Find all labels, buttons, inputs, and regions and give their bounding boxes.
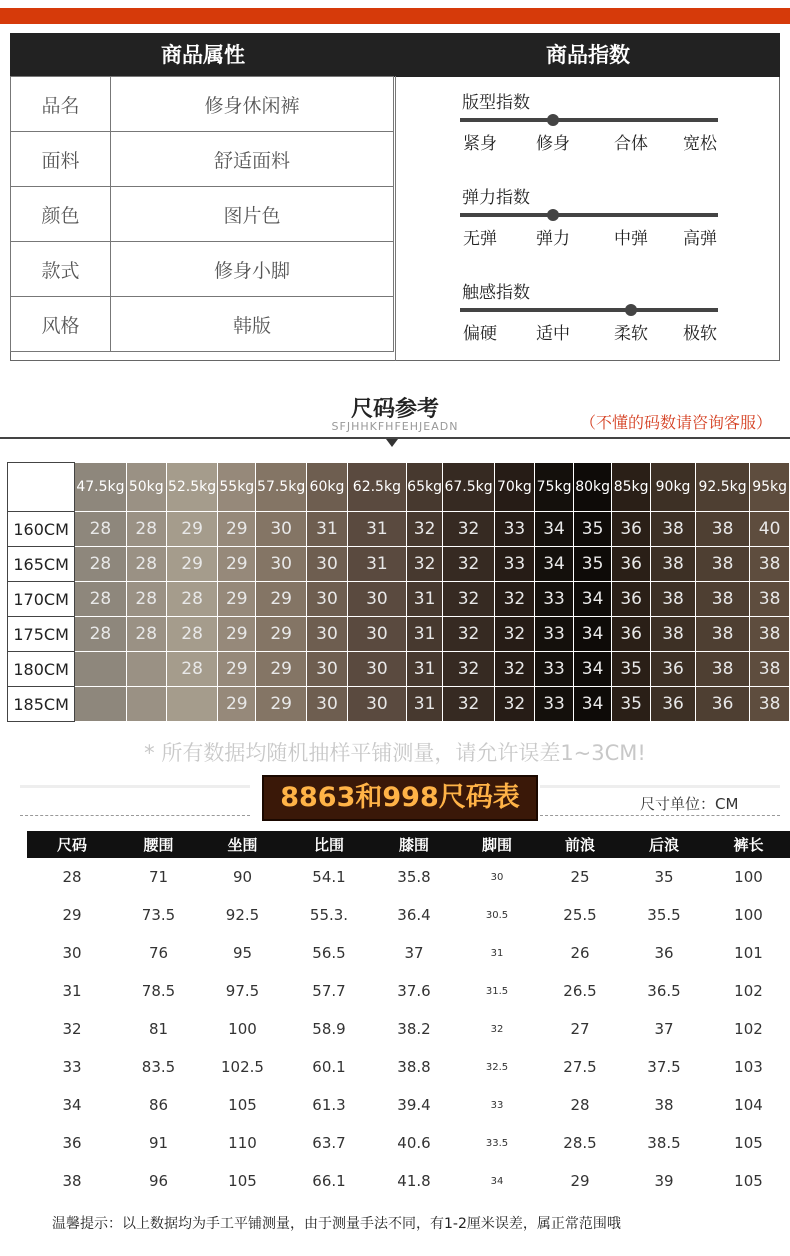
size-cell: 38 — [750, 687, 790, 722]
size-cell: 38 — [695, 547, 749, 582]
size-chart-cell: 90 — [232, 868, 253, 886]
size-chart-cell: 105 — [734, 1134, 763, 1152]
size-chart-cell: 38.8 — [397, 1058, 431, 1076]
size-chart-cell: 102 — [734, 982, 763, 1000]
dashed-line-left — [20, 815, 250, 816]
size-chart-row — [27, 1124, 790, 1162]
size-chart-header: 尺码 — [27, 831, 117, 858]
size-chart-cell: 100 — [228, 1020, 257, 1038]
index-label: 柔软 — [614, 324, 648, 344]
size-chart-cell: 105 — [228, 1096, 257, 1114]
size-reference-table — [7, 462, 790, 722]
size-chart-cell: 28 — [570, 1096, 590, 1114]
size-cell: 31 — [406, 617, 443, 652]
size-chart-header: 膝围 — [373, 831, 455, 858]
size-chart-cell: 33 — [490, 1099, 504, 1111]
size-reference-row — [8, 582, 790, 617]
size-cell: 36 — [651, 687, 696, 722]
size-cell: 33 — [535, 582, 574, 617]
size-cell: 36 — [612, 617, 651, 652]
size-chart-cell: 81 — [148, 1020, 169, 1038]
size-chart-cell: 102 — [734, 1020, 763, 1038]
size-cell: 28 — [166, 582, 217, 617]
size-cell: 30 — [306, 652, 347, 687]
size-cell: 29 — [256, 687, 307, 722]
size-cell: 30 — [348, 652, 407, 687]
size-chart-cell: 31.5 — [485, 985, 509, 997]
attribute-value: 舒适面料 — [111, 132, 394, 187]
index-track — [460, 213, 718, 217]
size-cell: 30 — [306, 617, 347, 652]
attribute-row — [11, 187, 394, 242]
size-reference-row — [8, 652, 790, 687]
size-chart-cell: 37.5 — [647, 1058, 681, 1076]
corner-label: 身高/体重 — [8, 463, 75, 512]
size-cell: 34 — [574, 582, 612, 617]
size-cell: 38 — [750, 652, 790, 687]
weight-header: 60kg — [306, 463, 347, 512]
size-chart-cell: 66.1 — [312, 1172, 346, 1190]
index-label: 宽松 — [683, 134, 717, 154]
size-reference-row — [8, 687, 790, 722]
size-chart-cell: 96 — [148, 1172, 169, 1190]
size-cell: 28 — [126, 512, 166, 547]
size-chart-cell: 83.5 — [141, 1058, 176, 1076]
attributes-header-left: 商品属性 — [161, 43, 245, 67]
size-cell: 32 — [494, 617, 534, 652]
size-chart-cell: 28 — [62, 868, 82, 886]
size-cell: 38 — [695, 652, 749, 687]
attribute-row — [11, 132, 394, 187]
size-chart-row — [27, 972, 790, 1010]
size-cell: 34 — [574, 617, 612, 652]
attribute-value: 修身小脚 — [111, 242, 394, 297]
size-cell: 34 — [574, 687, 612, 722]
size-chart-cell: 30.5 — [485, 909, 509, 921]
attribute-value: 图片色 — [111, 187, 394, 242]
size-reference-title: 尺码参考 — [350, 397, 439, 422]
size-chart-cell: 56.5 — [312, 944, 346, 962]
size-cell: 38 — [695, 617, 749, 652]
size-chart-cell: 29 — [62, 906, 82, 924]
size-chart-cell: 25.5 — [563, 906, 597, 924]
size-cell: 36 — [695, 687, 749, 722]
decor-line-right — [540, 785, 780, 788]
size-chart-cell: 55.3. — [309, 906, 349, 924]
size-cell: 29 — [218, 652, 256, 687]
size-cell: 32 — [406, 547, 443, 582]
size-cell: 30 — [306, 582, 347, 617]
size-chart-row — [27, 934, 790, 972]
size-cell: 32 — [443, 617, 494, 652]
size-cell: 31 — [306, 512, 347, 547]
size-chart-row — [27, 858, 790, 896]
size-cell: 33 — [494, 547, 534, 582]
size-cell: 30 — [256, 547, 307, 582]
index-label: 合体 — [614, 134, 648, 154]
index-marker — [547, 114, 559, 126]
panel-divider — [395, 76, 396, 361]
size-cell: 38 — [750, 582, 790, 617]
size-chart-cell: 103 — [734, 1058, 763, 1076]
size-chart-cell: 37 — [404, 944, 424, 962]
size-cell: 29 — [218, 582, 256, 617]
size-cell: 29 — [218, 547, 256, 582]
size-cell: 29 — [256, 582, 307, 617]
size-chart-cell: 32 — [62, 1020, 82, 1038]
size-chart-row — [27, 1048, 790, 1086]
size-reference-row — [8, 512, 790, 547]
size-chart-cell: 35.8 — [397, 868, 431, 886]
size-chart-cell: 38.2 — [397, 1020, 431, 1038]
attribute-key: 风格 — [11, 297, 111, 352]
index-title: 版型指数 — [462, 93, 530, 113]
weight-header: 67.5kg — [443, 463, 494, 512]
size-chart-cell: 40.6 — [397, 1134, 431, 1152]
size-reference-header-row — [8, 463, 790, 512]
size-cell: 32 — [443, 687, 494, 722]
weight-header: 47.5kg — [75, 463, 126, 512]
index-label: 极软 — [683, 324, 717, 344]
size-cell: 30 — [306, 687, 347, 722]
size-chart-cell: 34 — [490, 1175, 504, 1187]
size-cell: 31 — [348, 512, 407, 547]
size-cell: 32 — [494, 652, 534, 687]
size-cell: 34 — [535, 512, 574, 547]
size-cell: 32 — [443, 652, 494, 687]
attributes-header-right: 商品指数 — [546, 43, 630, 67]
size-chart-cell: 30 — [62, 944, 82, 962]
size-chart-cell: 32 — [490, 1023, 504, 1035]
size-cell: 30 — [306, 547, 347, 582]
size-chart-cell: 36.4 — [397, 906, 431, 924]
size-chart-cell: 58.9 — [312, 1020, 346, 1038]
size-chart-header: 比围 — [285, 831, 373, 858]
size-chart-cell: 37 — [654, 1020, 674, 1038]
size-reference-row — [8, 547, 790, 582]
size-cell: 36 — [612, 582, 651, 617]
size-chart-cell: 61.3 — [312, 1096, 346, 1114]
size-chart-cell: 32.5 — [485, 1061, 509, 1073]
size-cell: 38 — [750, 547, 790, 582]
size-chart-cell: 26.5 — [563, 982, 597, 1000]
index-label: 紧身 — [463, 134, 497, 154]
attribute-row — [11, 77, 394, 132]
size-chart-cell: 28.5 — [563, 1134, 597, 1152]
size-chart-header: 腰围 — [117, 831, 200, 858]
size-chart-cell: 30 — [490, 871, 504, 883]
size-chart-table — [27, 831, 790, 1200]
size-cell: 31 — [348, 547, 407, 582]
size-cell — [166, 687, 217, 722]
size-cell: 32 — [406, 512, 443, 547]
height-label: 180CM — [8, 652, 75, 687]
attributes-header — [10, 33, 780, 77]
size-cell: 35 — [574, 512, 612, 547]
size-cell: 30 — [348, 617, 407, 652]
size-chart-cell: 86 — [148, 1096, 169, 1114]
size-cell: 32 — [494, 582, 534, 617]
size-cell: 28 — [75, 512, 126, 547]
size-chart-cell: 27 — [570, 1020, 590, 1038]
index-track — [460, 118, 718, 122]
disclaimer: * 所有数据均随机抽样平铺测量，请允许误差1~3CM! — [144, 741, 646, 765]
attribute-row — [11, 242, 394, 297]
size-chart-cell: 31 — [490, 947, 504, 959]
size-cell: 30 — [348, 687, 407, 722]
weight-header: 92.5kg — [695, 463, 749, 512]
size-chart-cell: 73.5 — [141, 906, 176, 924]
size-cell: 32 — [443, 512, 494, 547]
attribute-key: 颜色 — [11, 187, 111, 242]
size-cell: 29 — [166, 547, 217, 582]
size-cell — [126, 687, 166, 722]
size-cell: 29 — [218, 687, 256, 722]
index-title: 触感指数 — [462, 283, 530, 303]
size-chart-cell: 101 — [734, 944, 763, 962]
size-cell: 31 — [406, 652, 443, 687]
size-chart-cell: 102.5 — [221, 1058, 264, 1076]
size-chart-title-badge — [262, 775, 538, 821]
attribute-value: 修身休闲裤 — [111, 77, 394, 132]
size-cell — [75, 687, 126, 722]
top-accent-bar — [0, 8, 790, 24]
decor-line-left — [20, 785, 250, 788]
size-chart-cell: 57.7 — [312, 982, 346, 1000]
size-cell: 35 — [612, 687, 651, 722]
size-chart-cell: 39.4 — [397, 1096, 431, 1114]
size-cell: 28 — [166, 652, 217, 687]
size-cell: 33 — [494, 512, 534, 547]
size-chart-cell: 31 — [62, 982, 82, 1000]
size-cell: 35 — [612, 652, 651, 687]
index-label: 偏硬 — [463, 324, 497, 344]
height-label: 175CM — [8, 617, 75, 652]
size-cell: 28 — [126, 617, 166, 652]
size-reference-note: （不懂的码数请咨询客服） — [580, 413, 773, 432]
size-chart-cell: 27.5 — [563, 1058, 597, 1076]
size-chart-header: 裤长 — [707, 831, 790, 858]
index-label: 适中 — [536, 324, 570, 344]
size-cell: 29 — [256, 617, 307, 652]
size-chart-cell: 36 — [62, 1134, 82, 1152]
size-chart-header: 后浪 — [621, 831, 707, 858]
size-chart-cell: 92.5 — [225, 906, 260, 924]
size-cell: 33 — [535, 652, 574, 687]
size-cell: 38 — [651, 582, 696, 617]
size-chart-cell: 104 — [734, 1096, 763, 1114]
size-chart-cell: 37.6 — [397, 982, 431, 1000]
size-cell: 30 — [256, 512, 307, 547]
size-cell: 29 — [218, 617, 256, 652]
size-cell: 29 — [218, 512, 256, 547]
height-label: 170CM — [8, 582, 75, 617]
size-cell: 28 — [75, 582, 126, 617]
size-chart-cell: 76 — [148, 944, 169, 962]
attribute-key: 面料 — [11, 132, 111, 187]
size-cell: 38 — [750, 617, 790, 652]
size-cell: 38 — [651, 512, 696, 547]
size-chart-cell: 105 — [228, 1172, 257, 1190]
size-chart-cell: 41.8 — [397, 1172, 431, 1190]
size-cell: 32 — [494, 687, 534, 722]
size-chart-cell: 100 — [734, 906, 763, 924]
size-chart-row — [27, 896, 790, 934]
height-label: 160CM — [8, 512, 75, 547]
size-reference-subtitle: SFJHHKFHFEHJEADN — [331, 420, 459, 433]
size-chart-cell: 39 — [654, 1172, 674, 1190]
size-cell: 38 — [651, 547, 696, 582]
size-chart-cell: 110 — [228, 1134, 257, 1152]
height-label: 165CM — [8, 547, 75, 582]
size-chart-cell: 91 — [148, 1134, 169, 1152]
weight-header: 65kg — [406, 463, 443, 512]
weight-header: 90kg — [651, 463, 696, 512]
weight-header: 55kg — [218, 463, 256, 512]
size-cell: 28 — [126, 547, 166, 582]
size-chart-row — [27, 1086, 790, 1124]
size-chart-cell: 25 — [570, 868, 590, 886]
index-label: 高弹 — [683, 229, 717, 249]
attribute-key: 品名 — [11, 77, 111, 132]
size-chart-cell: 63.7 — [312, 1134, 346, 1152]
index-label: 无弹 — [463, 229, 497, 249]
size-cell: 36 — [612, 547, 651, 582]
index-title: 弹力指数 — [462, 188, 530, 208]
size-chart-cell: 100 — [734, 868, 763, 886]
size-chart-cell: 26 — [570, 944, 590, 962]
size-cell: 36 — [612, 512, 651, 547]
weight-header: 52.5kg — [166, 463, 217, 512]
size-chart-cell: 35.5 — [647, 906, 681, 924]
size-chart-header: 脚围 — [455, 831, 539, 858]
size-chart-row — [27, 1162, 790, 1200]
size-cell: 40 — [750, 512, 790, 547]
index-track — [460, 308, 718, 312]
size-chart-cell: 36.5 — [647, 982, 681, 1000]
size-cell: 28 — [75, 547, 126, 582]
size-chart-cell: 38.5 — [647, 1134, 681, 1152]
size-chart-cell: 54.1 — [312, 868, 346, 886]
index-marker — [625, 304, 637, 316]
index-label: 弹力 — [536, 229, 570, 249]
size-cell: 38 — [651, 617, 696, 652]
size-chart-cell: 95 — [232, 944, 253, 962]
size-reference-row — [8, 617, 790, 652]
size-chart-cell: 38 — [62, 1172, 82, 1190]
size-cell: 32 — [443, 547, 494, 582]
size-chart-cell: 105 — [734, 1172, 763, 1190]
size-cell: 36 — [651, 652, 696, 687]
size-cell: 33 — [535, 687, 574, 722]
attribute-row — [11, 297, 394, 352]
size-cell: 28 — [75, 617, 126, 652]
height-label: 185CM — [8, 687, 75, 722]
weight-header: 85kg — [612, 463, 651, 512]
pointer-triangle — [386, 439, 398, 447]
attributes-table — [10, 76, 394, 352]
size-chart-cell: 60.1 — [312, 1058, 346, 1076]
size-chart-cell: 78.5 — [141, 982, 176, 1000]
size-chart-header: 坐围 — [200, 831, 285, 858]
index-label: 中弹 — [614, 229, 648, 249]
size-chart-cell: 33 — [62, 1058, 82, 1076]
size-cell: 32 — [443, 582, 494, 617]
attribute-key: 款式 — [11, 242, 111, 297]
size-cell: 29 — [166, 512, 217, 547]
size-chart-cell: 36 — [654, 944, 674, 962]
size-chart-cell: 71 — [148, 868, 169, 886]
size-cell: 34 — [574, 652, 612, 687]
index-marker — [547, 209, 559, 221]
size-cell: 28 — [126, 582, 166, 617]
weight-header: 62.5kg — [348, 463, 407, 512]
measurement-tip: 温馨提示：以上数据均为手工平铺测量，由于测量手法不同，有1-2厘米误差，属正常范围哦 — [52, 1216, 621, 1232]
weight-header: 50kg — [126, 463, 166, 512]
weight-header: 95kg — [750, 463, 790, 512]
index-label: 修身 — [536, 134, 570, 154]
size-chart-row — [27, 1010, 790, 1048]
size-cell: 29 — [256, 652, 307, 687]
size-cell — [126, 652, 166, 687]
weight-header: 80kg — [574, 463, 612, 512]
size-chart-cell: 33.5 — [485, 1137, 509, 1149]
size-chart-cell: 38 — [654, 1096, 674, 1114]
size-chart-cell: 29 — [570, 1172, 590, 1190]
size-cell: 30 — [348, 582, 407, 617]
size-chart-cell: 97.5 — [225, 982, 260, 1000]
size-cell: 38 — [695, 512, 749, 547]
size-chart-title: 8863和998尺码表 — [280, 782, 520, 813]
size-cell: 31 — [406, 687, 443, 722]
size-chart-header: 前浪 — [539, 831, 621, 858]
size-chart-unit: 尺寸单位：CM — [640, 795, 739, 813]
size-cell — [75, 652, 126, 687]
dashed-line-right — [540, 815, 780, 816]
attribute-value: 韩版 — [111, 297, 394, 352]
weight-header: 57.5kg — [256, 463, 307, 512]
size-cell: 31 — [406, 582, 443, 617]
weight-header: 70kg — [494, 463, 534, 512]
size-cell: 28 — [166, 617, 217, 652]
size-cell: 38 — [695, 582, 749, 617]
size-chart-cell: 35 — [654, 868, 674, 886]
size-cell: 35 — [574, 547, 612, 582]
size-cell: 33 — [535, 617, 574, 652]
size-chart-cell: 34 — [62, 1096, 82, 1114]
weight-header: 75kg — [535, 463, 574, 512]
size-cell: 34 — [535, 547, 574, 582]
